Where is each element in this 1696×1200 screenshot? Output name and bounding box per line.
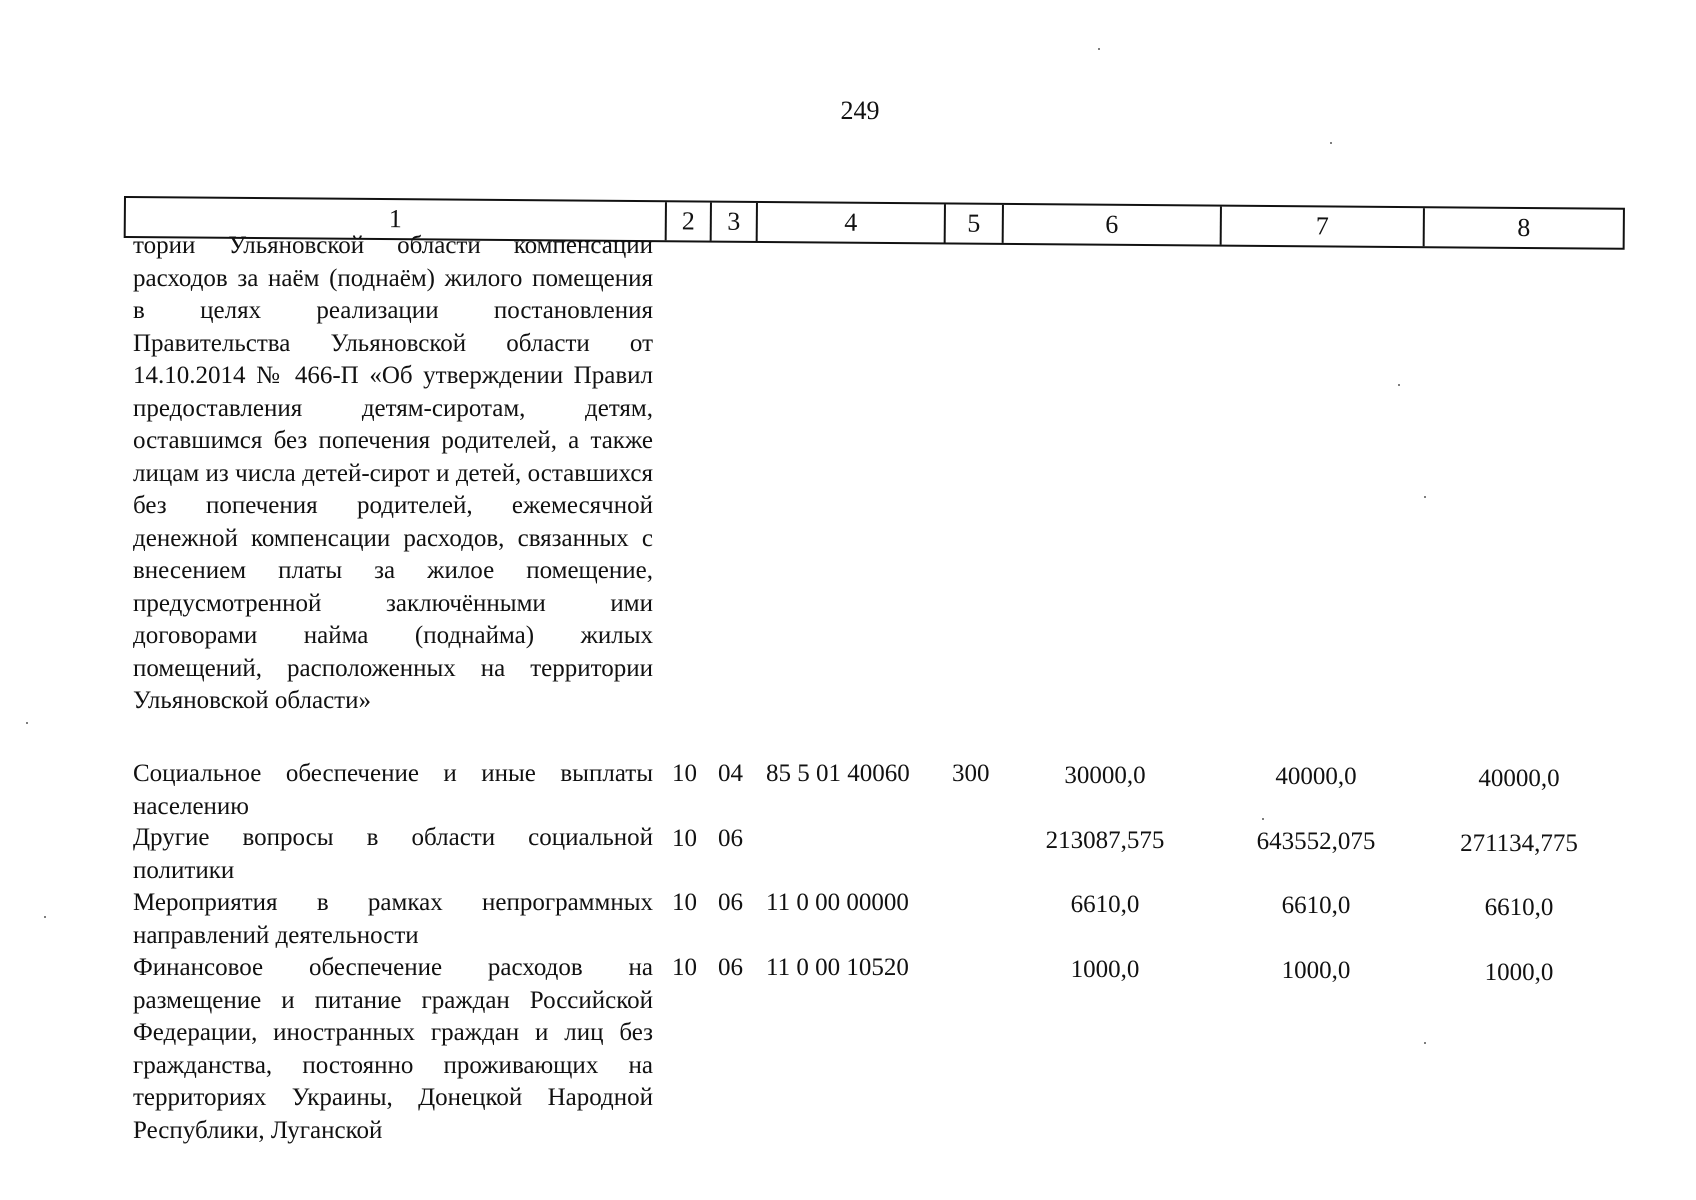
column-header-1: 1 — [126, 198, 667, 240]
column-header-4: 4 — [758, 203, 946, 242]
row-name: Мероприятия в рамках непрограммных направлений деятельности — [133, 889, 653, 949]
row-subsection-code: 04 — [718, 760, 743, 787]
scan-speck — [26, 722, 28, 724]
row-name: Другие вопросы в области социальной политики — [133, 824, 653, 884]
row-amount-col7: 1000,0 — [1281, 957, 1351, 984]
row-amount-col8: 6610,0 — [1484, 894, 1554, 921]
row-section-code: 10 — [672, 889, 697, 916]
scan-speck — [1262, 818, 1264, 820]
column-header-8: 8 — [1517, 212, 1531, 243]
row-amount-col6: 213087,575 — [1045, 827, 1165, 854]
row-amount-col8: 1000,0 — [1484, 959, 1554, 986]
row-target-article: 11 0 00 10520 — [766, 954, 909, 981]
row-section-code: 10 — [672, 825, 697, 852]
row-amount-col6: 6610,0 — [1070, 891, 1140, 918]
row-name: Социальное обеспечение и иные выплаты населению — [133, 760, 653, 820]
column-header-2: 2 — [667, 202, 712, 240]
row-amount-col7: 643552,075 — [1256, 828, 1376, 855]
column-header-7: 7 — [1222, 207, 1425, 247]
row-name: Финансовое обеспечение расходов на размещение и питание граждан Российской Федерации, иностранных граждан и лиц без гражданства, постоянно проживающих на территориях Украины, Донецкой Народной Республики, Луганской — [133, 954, 653, 1144]
row-amount-col6: 1000,0 — [1070, 956, 1140, 983]
continued-description-text: тории Ульяновской области компенсации расходов за наём (поднаём) жилого помещения в целях реализации постановления Правительства Ульяновской области от 14.10.2014 № 466-П «Об утверждении Правил предоставления детям-сиротам, детям, оставшимся без попечения родителей, а также лицам из числа детей-сирот и детей, оставшихся без попечения родителей, ежемесячной денежной компенсации расходов, связанных с внесением платы за жилое помещение, предусмотренной заключёнными ими договорами найма (поднайма) жилых помещений, расположенных на территории Ульяновской области» — [133, 232, 653, 714]
row-amount-col7: 40000,0 — [1275, 763, 1357, 790]
row-expense-type: 300 — [952, 760, 990, 787]
page-number: 249 — [840, 96, 880, 125]
column-header-6: 6 — [1004, 205, 1222, 245]
row-subsection-code: 06 — [718, 954, 743, 981]
row-subsection-code: 06 — [718, 889, 743, 916]
column-header-5: 5 — [946, 204, 1004, 242]
row-section-code: 10 — [672, 954, 697, 981]
scan-speck — [1424, 1042, 1426, 1044]
scan-speck — [1398, 384, 1400, 386]
row-target-article: 11 0 00 00000 — [766, 889, 909, 916]
row-amount-col6: 30000,0 — [1064, 762, 1146, 789]
row-amount-col7: 6610,0 — [1281, 892, 1351, 919]
scan-speck — [1424, 496, 1426, 498]
row-subsection-code: 06 — [718, 825, 743, 852]
row-amount-col8: 40000,0 — [1478, 765, 1560, 792]
row-section-code: 10 — [672, 760, 697, 787]
scan-speck — [1330, 142, 1332, 144]
scan-speck — [1098, 48, 1100, 50]
column-header-3: 3 — [712, 203, 758, 241]
row-amount-col8: 271134,775 — [1460, 830, 1578, 857]
scan-speck — [44, 916, 46, 918]
row-target-article: 85 5 01 40060 — [766, 760, 910, 787]
